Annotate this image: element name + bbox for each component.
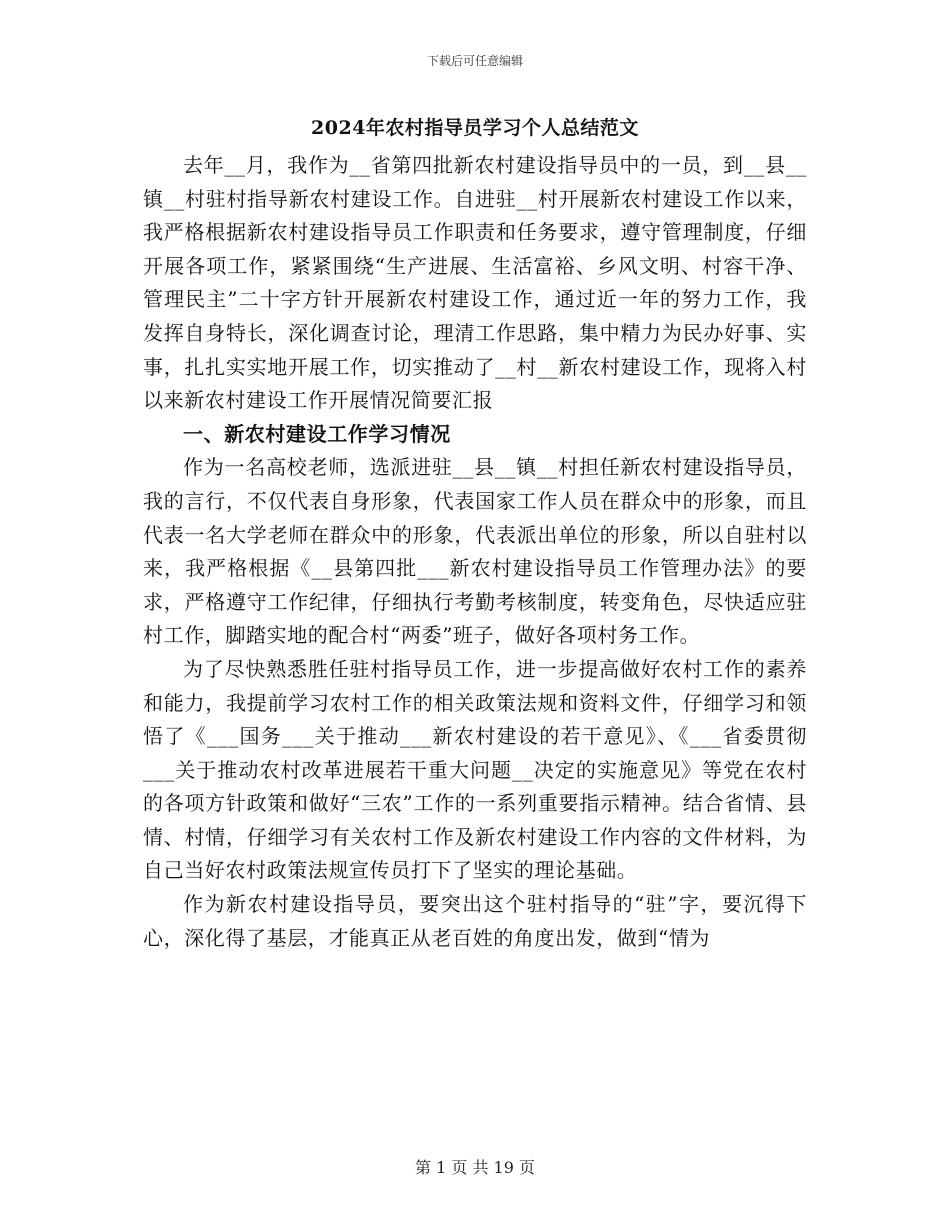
paragraph-section1-3: 作为新农村建设指导员，要突出这个驻村指导的“驻”字，要沉得下心，深化得了基层，才能真正从老百姓的角度出发，做到“情为 bbox=[143, 892, 807, 950]
page-header-note: 下载后可任意编辑 bbox=[426, 54, 523, 68]
section-heading-1: 一、新农村建设工作学习情况 bbox=[183, 421, 451, 446]
document-body bbox=[143, 149, 807, 955]
paragraph-section1-2: 为了尽快熟悉胜任驻村指导员工作，进一步提高做好农村工作的素养和能力，我提前学习农村工作的相关政策法规和资料文件，仔细学习和领悟了《___国务___关于推动___新农村建设的若干意见》、《___省委贯彻___关于推动农村改革进展若干重大问题__决定的实施意见》等党在农村的各项方针政策和做好“三农”工作的一系列重要指示精神。结合省情、县情、村情，仔细学习有关农村工作及新农村建设工作内容的文件材料，为自己当好农村政策法规宣传员打下了坚实的理论基础。 bbox=[143, 656, 807, 883]
paragraph-intro: 去年__月，我作为__省第四批新农村建设指导员中的一员，到__县__镇__村驻村指导新农村建设工作。自进驻__村开展新农村建设工作以来，我严格根据新农村建设指导员工作职责和任务要求，遵守管理制度，仔细开展各项工作，紧紧围绕“生产进展、生活富裕、乡风文明、村容干净、管理民主”二十字方针开展新农村建设工作，通过近一年的努力工作，我发挥自身特长，深化调查讨论，理清工作思路，集中精力为民办好事、实事，扎扎实实地开展工作，切实推动了__村__新农村建设工作，现将入村以来新农村建设工作开展情况简要汇报 bbox=[143, 153, 807, 413]
page-number-footer: 第 1 页 共 19 页 bbox=[415, 1158, 535, 1177]
document-title: 2024年农村指导员学习个人总结范文 bbox=[311, 117, 639, 139]
paragraph-section1-1: 作为一名高校老师，选派进驻__县__镇__村担任新农村建设指导员，我的言行，不仅代表自身形象，代表国家工作人员在群众中的形象，而且代表一名大学老师在群众中的形象，代表派出单位的形象，所以自驻村以来，我严格根据《__县第四批___新农村建设指导员工作管理办法》的要求，严格遵守工作纪律，仔细执行考勤考核制度，转变角色，尽快适应驻村工作，脚踏实地的配合村“两委”班子，做好各项村务工作。 bbox=[143, 455, 807, 648]
